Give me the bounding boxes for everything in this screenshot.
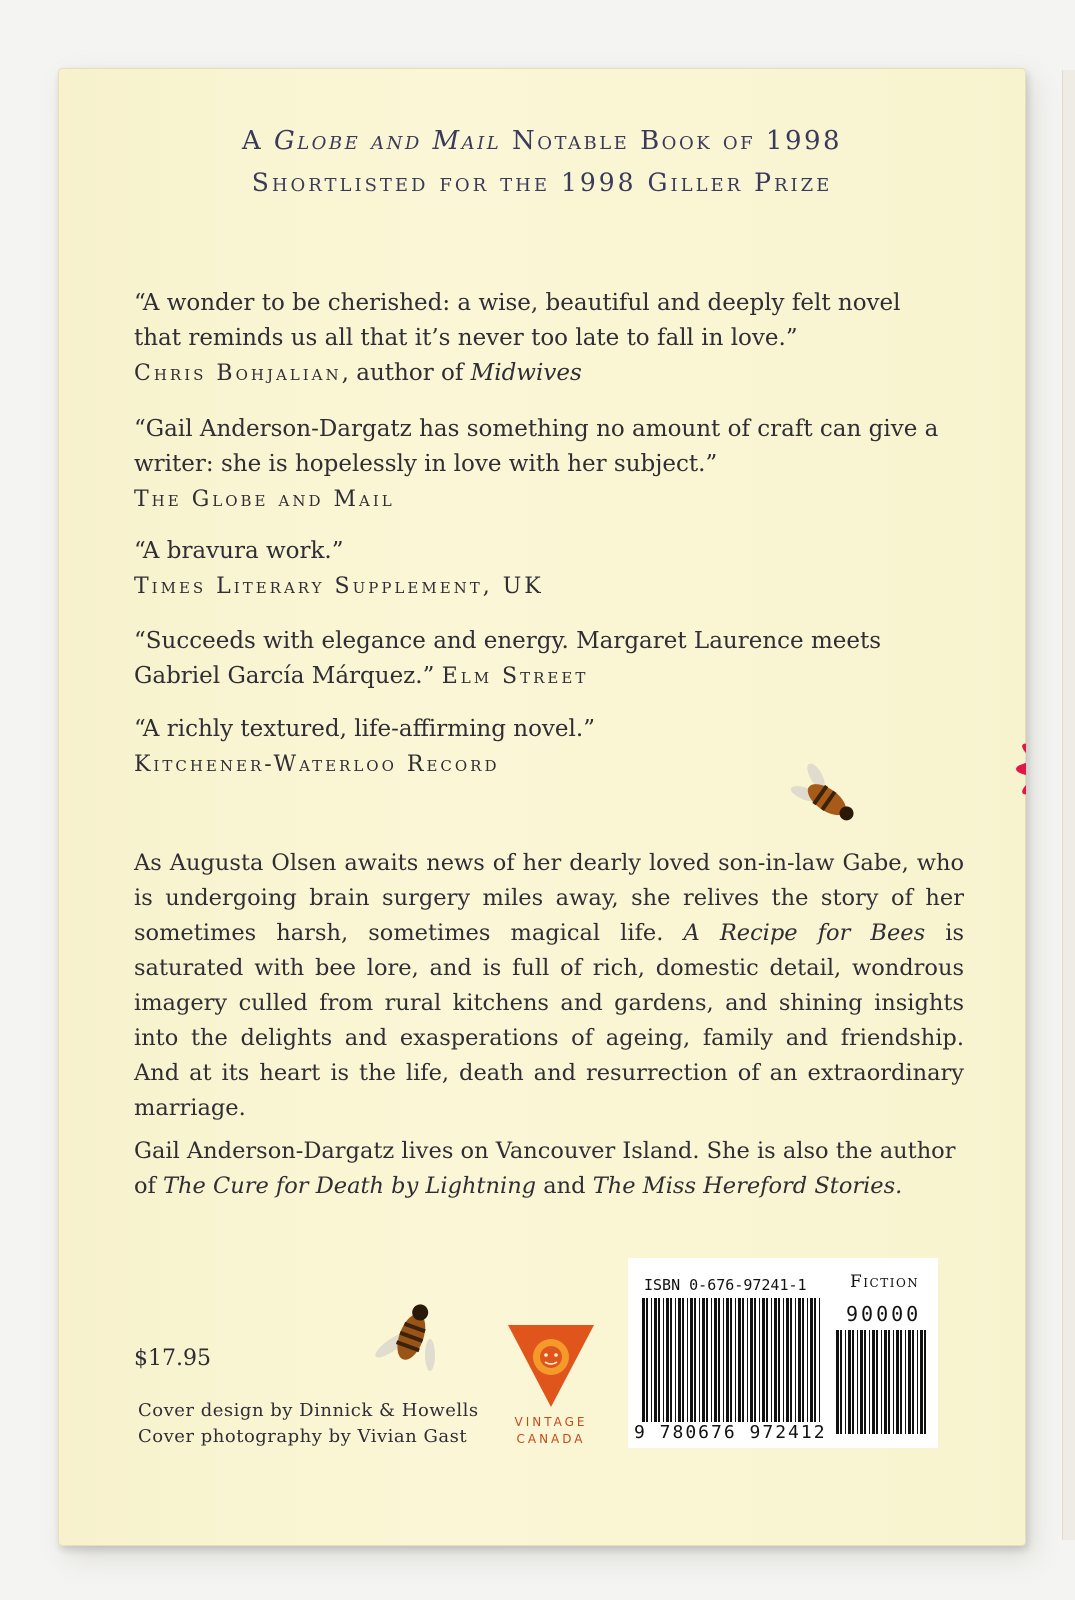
author-bio: Gail Anderson-Dargatz lives on Vancouver Island. She is also the author of The Cure for Death by Lightning and The Miss Hereford Stories. [134,1138,956,1199]
price: $17.95 [134,1346,211,1371]
quote-tls: “A bravura work.” Times Literary Supplement, UK [134,538,544,599]
ean-number: 9 780676 972412 [634,1422,827,1443]
cover-credits: Cover design by Dinnick & Howells Cover photography by Vivian Gast [138,1400,479,1447]
book-back-cover [58,68,1026,1546]
barcode-label [628,1258,938,1448]
quote-elm-street: “Succeeds with elegance and energy. Margaret Laurence meets Gabriel García Márquez.” Elm Street [134,628,882,689]
award-line-giller: Shortlisted for the 1998 Giller Prize [251,168,833,197]
quote-kw-record: “A richly textured, life-affirming novel.” Kitchener-Waterloo Record [134,716,595,777]
addon-barcode-icon [836,1330,928,1434]
book-description: As Augusta Olsen awaits news of her dearly loved son-in-law Gabe, who is undergoing brain surgery miles away, she relives the story of her sometimes harsh, sometimes magical life. A Recipe for Bees is saturated with bee lore, and is full of rich, domestic detail, wondrous imagery culled from rural kitchens and gardens, and shining insights into the delights and exasperations of ageing, family and friendship. And at its heart is the life, death and resurrection of an extraordinary marriage. [134,850,964,1121]
bee-icon [788,760,868,836]
award-line-notable: A Globe and Mail Notable Book of 1998 [241,126,843,156]
isbn-number: ISBN 0-676-97241-1 [644,1276,807,1294]
publisher-name: VINTAGE CANADA [514,1415,588,1446]
price-code: 90000 [846,1302,922,1326]
quote-globe-and-mail: “Gail Anderson-Dargatz has something no amount of craft can give a writer: she is hopelessly in love with her subject.” The Globe and Mail [134,416,939,512]
page-edge [1062,70,1075,1540]
bee-icon [370,1293,446,1383]
quote-bohjalian: “A wonder to be cherished: a wise, beautiful and deeply felt novel that reminds us all that it’s never too late to fall in love.” Chris Bohjalian, author of Midwives [134,290,901,386]
gerbera-flower-icon [1004,674,1026,864]
category-label: Fiction [850,1272,920,1292]
vintage-logo-icon [508,1323,594,1409]
ean-barcode-icon [642,1298,822,1422]
